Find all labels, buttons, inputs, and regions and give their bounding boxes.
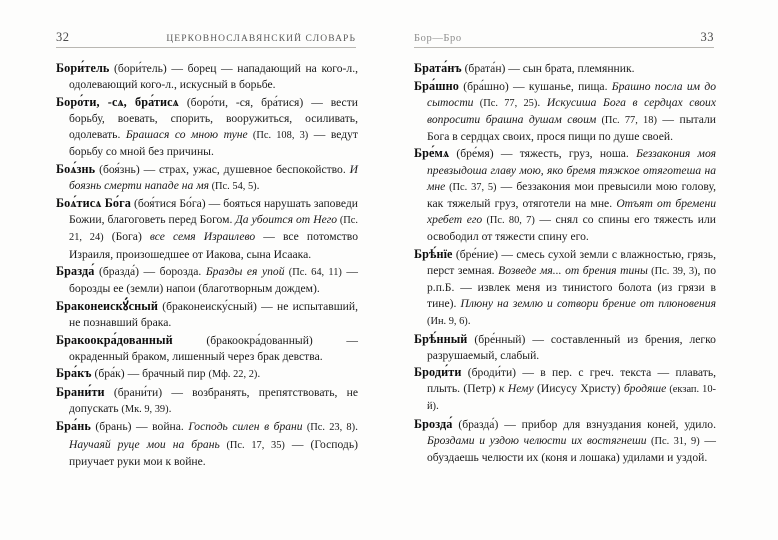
dictionary-entry [56,263,358,297]
entry-headword: Бра́нь [56,419,91,434]
entry-reference: (Пс. 77, 18) [596,114,657,126]
entry-transliteration: (бра́к) [91,367,125,381]
entry-definition: — пытали Бога в сердцах своих, прося пищи по душе своей. [427,112,716,143]
dictionary-entry [414,246,716,330]
entry-definition: — страх, ужас, душевное беспокойство. [139,162,350,176]
entry-headword: Брѣ́нный [414,331,468,346]
entry-definition: — в пер. с греч. текста — плавать, плыть. (Петр) [427,366,717,396]
entry-headword: Бра́къ [56,366,92,381]
entry-definition: — кушанье, пища. [508,79,612,93]
entry-definition: . [256,178,260,192]
entry-quotation: Возведе мя... от брения тины [498,263,648,277]
entry-reference: (Пс. 80, 7) [482,214,535,226]
entry-headword: Бре́мѧ [414,146,450,161]
dictionary-entry [414,364,716,415]
entry-quotation: все семя Израилево [149,230,256,244]
entry-transliteration: (браконеиску́сный) [157,299,257,313]
entry-definition: . [168,401,172,415]
entry-definition: (Иисусу Христу) [533,382,624,396]
entry-reference: (Пс. 108, 3) [247,129,309,141]
entry-reference: (Мф. 22, 2) [208,369,258,381]
entry-quotation: Да убоится от Него [235,213,338,227]
entry-definition: — война. [131,420,189,434]
entry-headword: Брата́нъ [414,61,462,75]
dictionary-column-right [414,60,716,467]
running-head-left [56,30,356,48]
entry-reference: (Пс. 17, 35) [219,439,285,451]
running-title-right: Бор—Бро [414,33,462,44]
entry-definition: — вести борьбу, воевать, спорить, вооружиться, осиливать, одолевать. [69,95,358,141]
entry-definition: , по р.п.Б. — извлек меня из тинистого болота (из грязи в тине). [427,263,716,310]
entry-definition: — (Господь) приучает руки мои к войне. [69,437,358,468]
entry-transliteration: (брань) [90,420,132,434]
entry-definition: — борец — нападающий на кого-л., одолевающий кого-л., искусный в борьбе. [69,62,358,92]
page-number-right: 33 [700,30,714,44]
entry-reference: (екзап. 10-й) [427,384,716,413]
dictionary-entry [56,94,358,160]
entry-reference: (Пс. 31, 9) [646,436,700,448]
entry-headword: Броди́ти [414,365,462,380]
entry-transliteration: (боя́знь) [95,162,140,176]
dictionary-column-left [56,60,358,470]
entry-definition: . [355,420,358,434]
entry-transliteration: (бори́тель) [109,62,167,75]
entry-quotation: бродяше [623,382,667,396]
entry-definition: — составленный из брения, легко разрушаемый, слабый. [427,332,716,362]
entry-definition: — бояться нарушать заповеди Божии, благоговеть перед Богом. [69,197,358,227]
dictionary-entry [56,161,358,195]
entry-reference: (Пс. 77, 25) [473,97,538,109]
entry-quotation: Брашно посла им до сытости [427,79,716,109]
entry-definition: — обуздаешь челюсти их (коня и лошака) удилами и уздой. [427,434,716,465]
dictionary-entry [56,418,358,469]
entry-definition: — смесь сухой земли с влажностью, грязь, перст земная. [427,247,716,277]
running-head-right [414,30,714,48]
dictionary-entry [414,145,716,245]
dictionary-entry [414,60,716,77]
entry-definition: . [436,399,439,413]
entry-headword: Бракоокра́дованный [56,332,173,347]
entry-definition: . [537,95,547,109]
entry-transliteration: (брата́н) [461,62,506,75]
entry-headword: Браконеискꙋ́сный [56,298,158,313]
entry-quotation: Брашася со мною туне [125,127,248,141]
entry-definition: (Бога) [103,230,150,244]
entry-definition: — брачный пир [124,367,209,381]
entry-quotation: Беззакония моя превзыдоша главу мою, яко бремя тяжкое отяготеша на мне [427,147,716,193]
entry-transliteration: (бразда́) [94,265,139,279]
entry-definition: — возбранять, препятствовать, не допускать [69,385,358,415]
entry-definition: — снял со спины его тяжесть или освободил от тяжести спину его. [427,212,716,243]
entry-headword: Брозда́ [414,416,453,431]
entry-definition: — не испытавший, не познавший брака. [69,299,358,329]
entry-transliteration: (брани́ти) [104,385,163,399]
entry-headword: Бори́тель [56,61,110,75]
entry-reference: (Пс. 54, 5) [209,180,257,192]
entry-definition: . [467,313,471,327]
entry-headword: Боро́ти, -сѧ, бра́тисѧ [56,94,179,109]
entry-headword: Бра́шно [414,78,459,93]
entry-reference: (Мк. 9, 39) [121,403,169,415]
entry-definition: — ведут борьбу со мной без причины. [69,127,358,158]
dictionary-entry [56,60,358,93]
entry-quotation: Господь силен в брани [188,420,303,434]
dictionary-entry [56,384,358,418]
header-rule-left [56,47,356,48]
entry-transliteration: (бре́ние) [452,247,499,261]
entry-definition: — беззакония мои превысили мою голову, как тяжелый груз, отяготели на мне. [427,179,716,210]
entry-quotation: И боязнь смерти нападе на мя [69,162,358,192]
dictionary-entry [56,365,358,383]
entry-transliteration: (броди́ти) [461,366,517,380]
entry-reference: (Пс. 64, 11) [284,267,342,279]
entry-quotation: Броздами и уздою челюсти их востягнеши [427,434,647,448]
entry-quotation: Искусиша Бога в сердцах своих вопросити брашна душам своим [427,95,717,126]
entry-definition: — окраденный браком, лишенный через брак девства. [69,333,358,363]
entry-definition: . [257,367,261,381]
dictionary-entry [414,331,716,364]
entry-definition: — тяжесть, груз, ноша. [493,147,637,161]
dictionary-entry [56,195,358,262]
entry-quotation: к Нему [499,382,534,396]
entry-reference: (Ин. 9, 6) [427,315,468,327]
header-rule-right [414,47,714,48]
entry-quotation: Бразды ея упой [205,265,285,279]
entry-headword: Боѧ́тисѧ Бо́га [56,196,131,211]
entry-transliteration: (бра́шно) [458,79,509,93]
dictionary-entry [414,416,716,466]
entry-headword: Боѧ́знь [56,161,96,176]
entry-reference: (Пс. 37, 5) [445,181,497,193]
entry-definition: — прибор для взнуздания коней, удило. [498,417,716,431]
entry-transliteration: (бре́нный) [467,332,526,346]
entry-headword: Брани́ти [56,384,105,399]
page-number-left: 32 [56,30,70,44]
entry-reference: (Пс. 23, 8) [302,422,356,434]
entry-reference: (Пс. 21, 24) [69,215,358,244]
dictionary-entry [56,298,358,331]
entry-headword: Бразда́ [56,264,95,279]
entry-transliteration: (боро́ти, -ся, бра́тися) [178,95,304,109]
entry-definition: — все потомство Израиля, произошедшее от Иакова, сына Исаака. [69,230,358,261]
entry-quotation: Отъят от бремени хребет его [427,196,716,226]
running-title-left: ЦЕРКОВНОСЛАВЯНСКИЙ СЛОВАРЬ [166,34,356,44]
entry-transliteration: (бразда́) [452,417,499,431]
entry-quotation: Плюну на землю и сотвори брение от плюновения [460,296,716,310]
entry-transliteration: (боя́тися Бо́га) [130,197,206,211]
entry-definition: — борозда. [139,265,206,279]
entry-definition: — сын брата, племянник. [505,62,635,75]
entry-transliteration: (бре́мя) [449,147,494,161]
entry-definition: — борозды ее (земли) напои (благотворным дождем). [69,265,359,296]
dictionary-entry [56,332,358,365]
entry-reference: (Пс. 39, 3) [647,265,698,277]
entry-headword: Брѣ́нїе [414,246,453,261]
entry-quotation: Научаяй руце мои на брань [69,437,220,451]
dictionary-entry [414,78,716,145]
entry-transliteration: (бракоокра́дованный) [172,333,313,347]
